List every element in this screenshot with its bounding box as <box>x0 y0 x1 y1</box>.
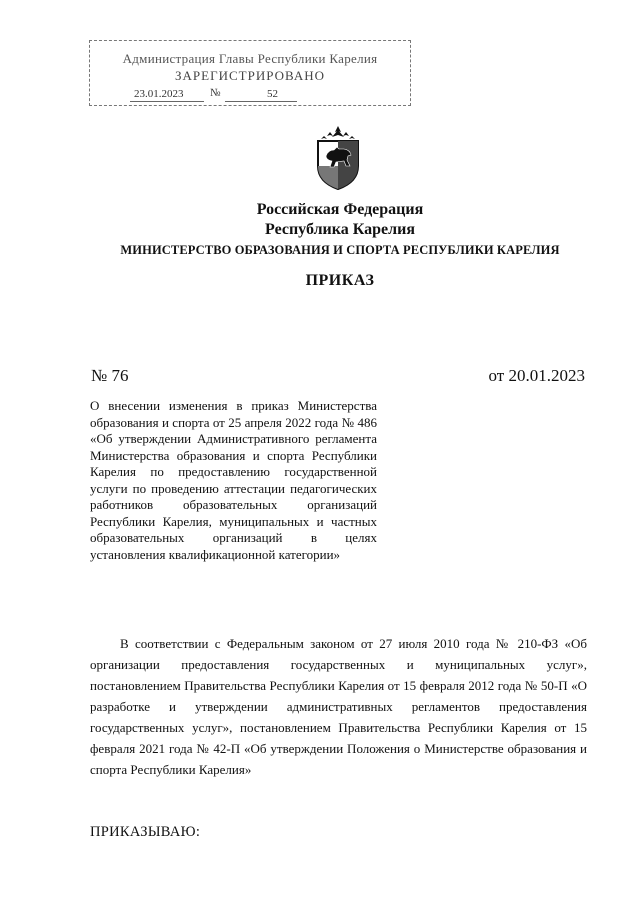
stamp-number-label: № <box>210 87 221 99</box>
order-subject: О внесении изменения в приказ Министерства образования и спорта от 25 апреля 2022 года № 486 «Об утверждении Административного регламента Министерства образования и спорта Республики Карелия по предоставлению государственной услуги по проведению аттестации педагогических работников образовательных организаций Республики Карелия, муниципальных и частных образовательных организаций в целях установления квалификационной категории» <box>90 398 377 562</box>
decree-word: ПРИКАЗЫВАЮ: <box>90 824 201 840</box>
country-title: Российская Федерация <box>256 201 424 218</box>
ministry-title: МИНИСТЕРСТВО ОБРАЗОВАНИЯ И СПОРТА РЕСПУБЛИКИ КАРЕЛИЯ <box>120 243 560 257</box>
document-type: ПРИКАЗ <box>305 272 375 289</box>
stamp-number-underline <box>225 101 297 102</box>
republic-title: Республика Карелия <box>265 221 415 238</box>
stamp-date: 23.01.2023 <box>134 88 184 100</box>
order-date: от 20.01.2023 <box>488 366 585 385</box>
preamble-paragraph: В соответствии с Федеральным законом от 27 июля 2010 года № 210-ФЗ «Об организации предоставления государственных и муниципальных услуг», постановлением Правительства Республики Карелия от 15 февраля 2012 года № 50-П «О разработке и утверждении административных регламентов предоставления государственных услуг», постановлением Правительства Республики Карелия от 15 февраля 2021 года № 42-П «Об утверждении Положения о Министерстве образования и спорта Республики Карелия» <box>90 636 587 777</box>
stamp-number: 52 <box>267 88 278 100</box>
coat-of-arms-icon <box>314 126 362 190</box>
stamp-status: ЗАРЕГИСТРИРОВАНО <box>175 68 325 83</box>
registration-stamp <box>89 40 411 106</box>
stamp-authority: Администрация Главы Республики Карелия <box>122 51 378 66</box>
order-number: № 76 <box>91 366 129 385</box>
stamp-date-underline <box>130 101 204 102</box>
